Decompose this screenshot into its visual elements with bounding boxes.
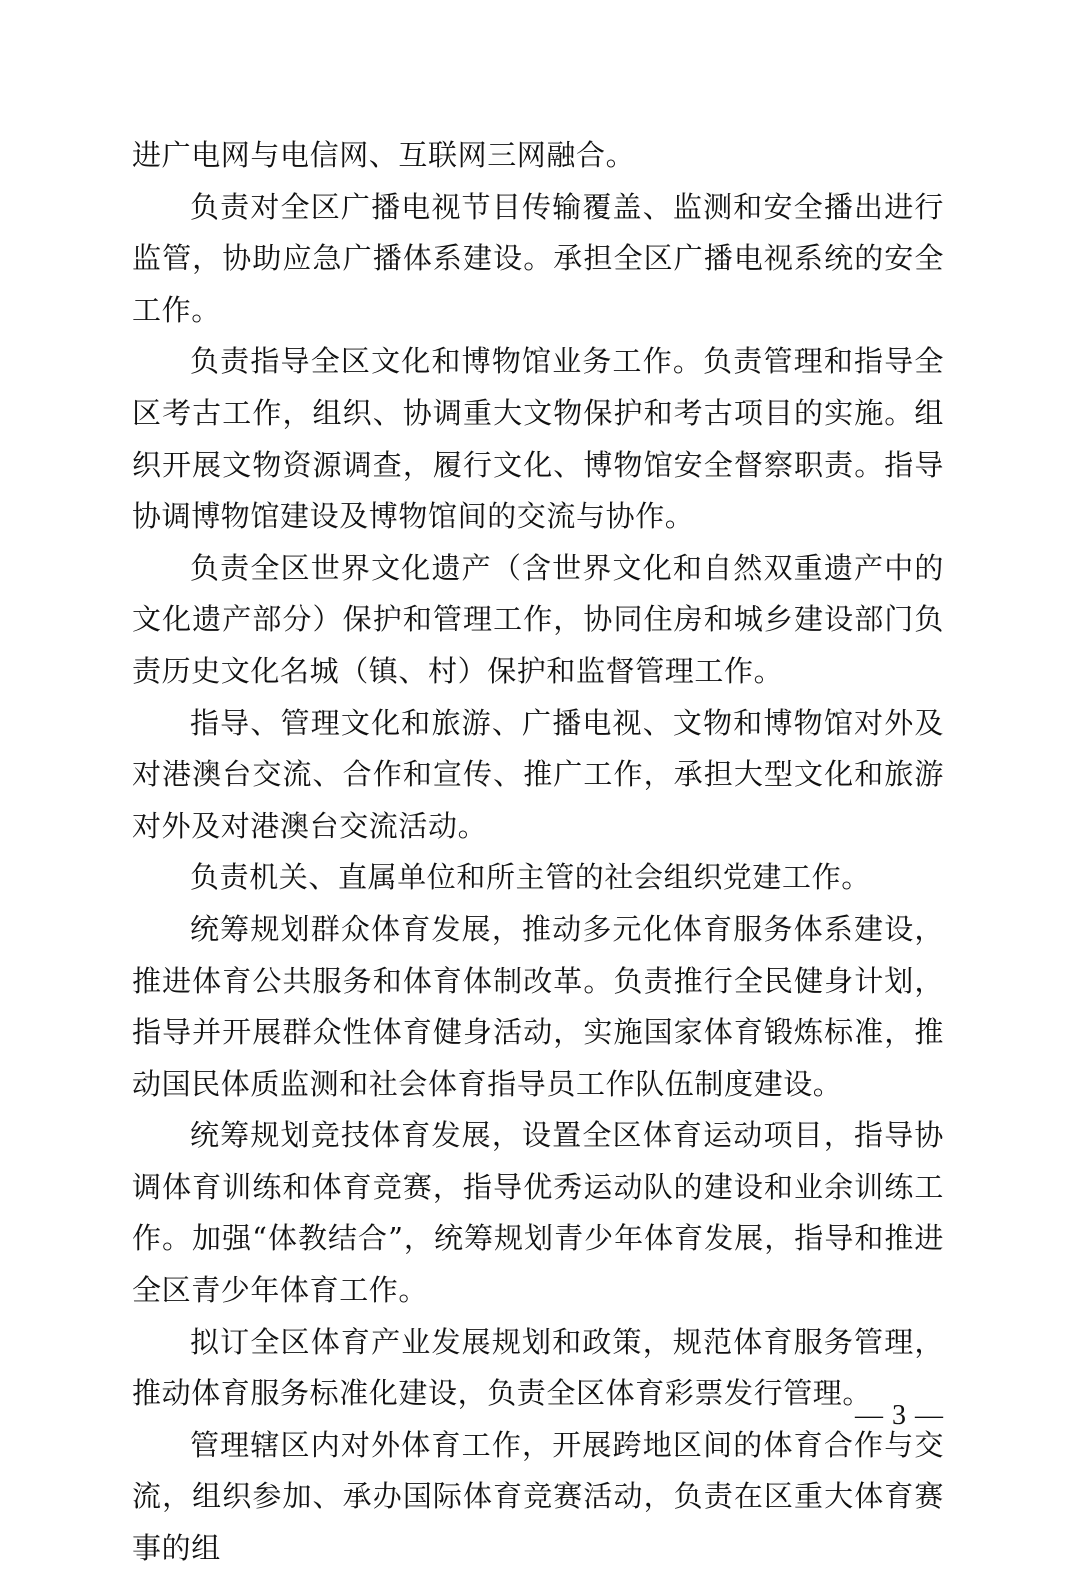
paragraph-sports-industry: 拟订全区体育产业发展规划和政策，规范体育服务管理，推动体育服务标准化建设，负责全区体育彩票发行管理。: [132, 1324, 944, 1411]
body-text: [132, 130, 944, 1575]
paragraph-mass-sports: 统筹规划群众体育发展，推动多元化体育服务体系建设，推进体育公共服务和体育体制改革。负责推行全民健身计划，指导并开展群众性体育健身活动，实施国家体育锻炼标准，推动国民体质监测和社会体育指导员工作队伍制度建设。: [132, 911, 944, 1101]
paragraph-external-sports: 管理辖区内对外体育工作，开展跨地区间的体育合作与交流，组织参加、承办国际体育竞赛活动，负责在区重大体育赛事的组: [132, 1427, 944, 1566]
paragraph-continued: 进广电网与电信网、互联网三网融合。: [132, 138, 636, 172]
page-number: — 3 —: [855, 1400, 944, 1431]
paragraph-party-building: 负责机关、直属单位和所主管的社会组织党建工作。: [190, 860, 871, 895]
paragraph-world-heritage: 负责全区世界文化遗产（含世界文化和自然双重遗产中的文化遗产部分）保护和管理工作，协同住房和城乡建设部门负责历史文化名城（镇、村）保护和监督管理工作。: [132, 550, 944, 688]
paragraph-broadcast-supervision: 负责对全区广播电视节目传输覆盖、监测和安全播出进行监管，协助应急广播体系建设。承担全区广播电视系统的安全工作。: [132, 189, 944, 327]
paragraph-culture-museum: 负责指导全区文化和博物馆业务工作。负责管理和指导全区考古工作，组织、协调重大文物保护和考古项目的实施。组织开展文物资源调查，履行文化、博物馆安全督察职责。指导协调博物馆建设及博物馆间的交流与协作。: [132, 344, 944, 534]
paragraph-competitive-sports: 统筹规划竞技体育发展，设置全区体育运动项目，指导协调体育训练和体育竞赛，指导优秀运动队的建设和业余训练工作。加强“体教结合”，统筹规划青少年体育发展，指导和推进全区青少年体育工作。: [132, 1118, 944, 1308]
paragraph-external-exchange: 指导、管理文化和旅游、广播电视、文物和博物馆对外及对港澳台交流、合作和宣传、推广工作，承担大型文化和旅游对外及对港澳台交流活动。: [132, 705, 944, 843]
